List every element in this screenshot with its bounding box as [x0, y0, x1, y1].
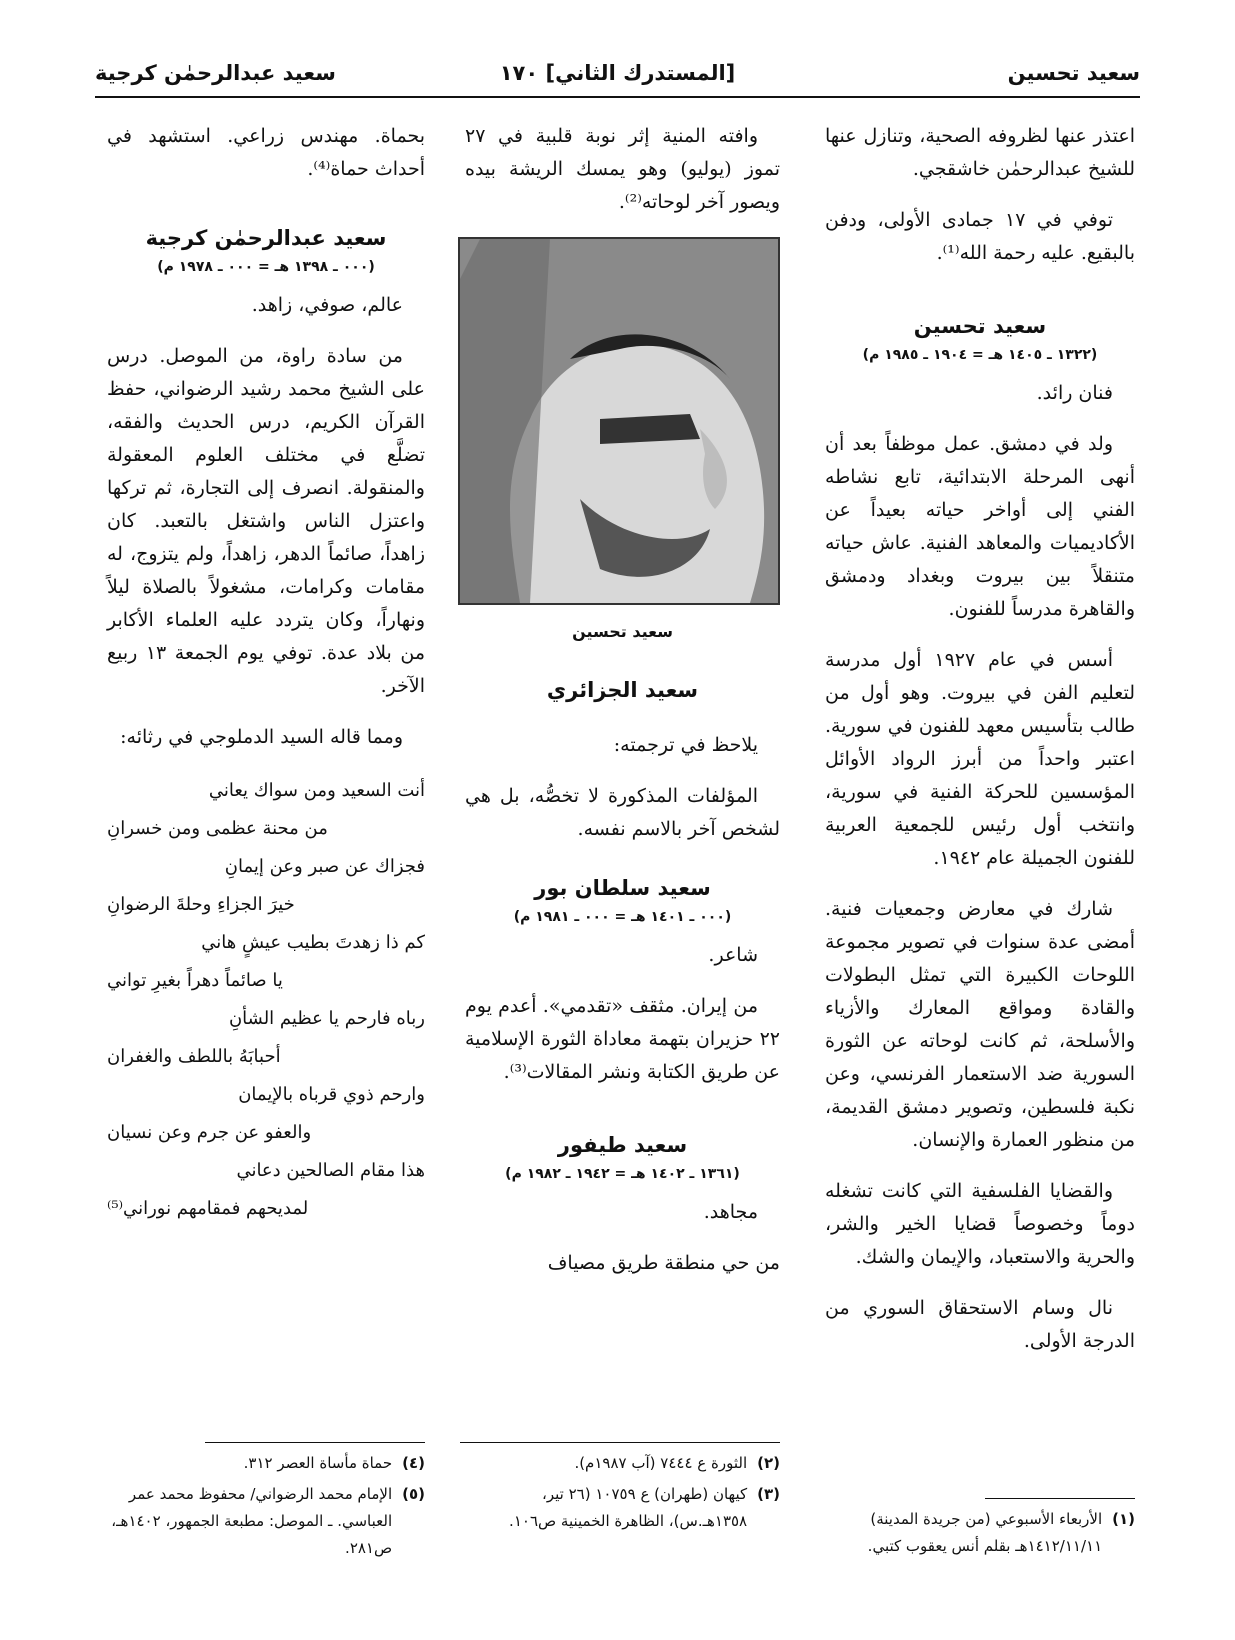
footnotes-middle: [462, 1450, 780, 1539]
paragraph: من حي منطقة طريق مصياف: [547, 1252, 780, 1274]
entry-title: سعيد عبدالرحمٰن كرجية: [145, 226, 387, 250]
paragraph: وافته المنية إثر نوبة قلبية في ٢٧ تموز (يوليو) وهو يمسك الريشة بيده ويصور آخر لوحاته⁽²⁾.: [465, 125, 780, 213]
header-left-title: سعيد عبدالرحمٰن كرجية: [95, 61, 336, 85]
footnote-number: (٣): [757, 1485, 780, 1503]
footnote-rule: [985, 1498, 1135, 1499]
poem-line: رباه فارحم يا عظيم الشأنِ: [228, 1008, 425, 1029]
footnote-rule: [205, 1442, 425, 1443]
poem-line: كم ذا زهدتَ بطيب عيشٍ هاني: [201, 932, 425, 953]
paragraph: يلاحظ في ترجمته:: [613, 734, 758, 756]
photo-caption: سعيد تحسين: [572, 622, 673, 641]
poem-line: لمديحهم فمقامهم نوراني⁽⁵⁾: [107, 1198, 309, 1219]
footnotes-right: [825, 1506, 1135, 1564]
paragraph: نال وسام الاستحقاق السوري من الدرجة الأولى.: [825, 1297, 1135, 1352]
paragraph: من إيران. مثقف «تقدمي». أعدم يوم ٢٢ حزيران بتهمة معاداة الثورة الإسلامية عن طريق الكتابة ونشر المقالات⁽³⁾.: [465, 995, 780, 1083]
entry-title: سعيد الجزائري: [546, 678, 699, 702]
footnote-text: الإمام محمد الرضواني/ محفوظ محمد عمر العباسي. ـ الموصل: مطبعة الجمهور، ١٤٠٢هـ، ص٢٨١.: [111, 1485, 393, 1557]
footnote-text: الأربعاء الأسبوعي (من جريدة المدينة) ١٤١٢/١١/١١هـ بقلم أنس يعقوب كتبي.: [867, 1510, 1103, 1555]
footnote-text: كيهان (طهران) ع ١٠٧٥٩ (٢٦ تير، ١٣٥٨هـ.س)، الظاهرة الخمينية ص١٠٦.: [509, 1485, 748, 1530]
poem-line: أحبابَهُ باللطف والغفران: [107, 1046, 281, 1067]
footnote: [462, 1481, 780, 1535]
page-header: [95, 55, 1140, 95]
entry-dates: (٠٠٠ ـ ١٣٩٨ هـ = ٠٠٠ ـ ١٩٧٨ م): [157, 259, 375, 275]
footnote: [107, 1450, 425, 1477]
footnote-number: (٥): [402, 1485, 425, 1503]
poem-line: وارحم ذوي قرباه بالإيمان: [238, 1084, 425, 1105]
paragraph: أسس في عام ١٩٢٧ أول مدرسة لتعليم الفن في بيروت. وهو أول من طالب بتأسيس معهد للفنون في سورية. اعتبر واحداً من أبرز الرواد الأوائل المؤسسين للحركة الفنية في سورية، وانتخب أول رئيس للجمعية العربية للفنون الجميلة عام ١٩٤٢.: [825, 649, 1135, 869]
entry-tagline: شاعر.: [708, 944, 758, 966]
column-left: [107, 120, 425, 1228]
paragraph: بحماة. مهندس زراعي. استشهد في أحداث حماة⁽⁴⁾.: [107, 125, 425, 180]
paragraph: توفي في ١٧ جمادى الأولى، ودفن بالبقيع. عليه رحمة الله⁽¹⁾.: [825, 209, 1135, 264]
footnote-text: الثورة ع ٧٤٤٤ (آب ١٩٨٧م).: [574, 1454, 748, 1472]
poem-line: فجزاك عن صبر وعن إيمانِ: [224, 856, 425, 877]
paragraph: ومما قاله السيد الدملوجي في رثائه:: [120, 726, 403, 748]
poem-line: والعفو عن جرم وعن نسيان: [107, 1122, 312, 1143]
poem: [107, 772, 425, 1228]
entry-dates: (١٣٦١ ـ ١٤٠٢ هـ = ١٩٤٢ ـ ١٩٨٢ م): [505, 1166, 740, 1182]
paragraph: المؤلفات المذكورة لا تخصُّه، بل هي لشخص آخر بالاسم نفسه.: [465, 785, 780, 840]
footnote: [462, 1450, 780, 1477]
entry-tagline: مجاهد.: [703, 1201, 758, 1223]
footnote: [107, 1481, 425, 1562]
paragraph: من سادة راوة، من الموصل. درس على الشيخ محمد رشيد الرضواني، حفظ القرآن الكريم، درس الحديث والفقه، تضلَّع في مختلف العلوم المعقولة والمنقولة. انصرف إلى التجارة، ثم تركها واعتزل الناس واشتغل بالتعبد. كان زاهداً، صائماً الدهر، زاهداً، ولم يتزوج، له مقامات وكرامات، مشغولاً بالصلاة ليلاً ونهاراً، وكان يتردد عليه العلماء الأكابر من بلاد عدة. توفي يوم الجمعة ١٣ ربيع الآخر.: [107, 345, 425, 697]
footnote-number: (١): [1112, 1510, 1135, 1528]
entry-dates: (١٣٢٢ ـ ١٤٠٥ هـ = ١٩٠٤ ـ ١٩٨٥ م): [862, 347, 1098, 363]
poem-line: يا صائماً دهراً بغيرِ تواني: [107, 970, 283, 991]
entry-title: سعيد سلطان بور: [534, 876, 711, 900]
column-middle: [465, 120, 780, 1298]
entry-dates: (٠٠٠ ـ ١٤٠١ هـ = ٠٠٠ ـ ١٩٨١ م): [513, 909, 732, 925]
footnote-text: حماة مأساة العصر ٣١٢.: [243, 1454, 393, 1472]
footnote: [825, 1506, 1135, 1560]
entry-tagline: فنان رائد.: [1036, 382, 1113, 404]
poem-line: هذا مقام الصالحين دعاني: [236, 1160, 425, 1181]
entry-tagline: عالم، صوفي، زاهد.: [251, 294, 403, 316]
poem-line: أنت السعيد ومن سواك يعاني: [208, 780, 425, 801]
entry-title: سعيد طيفور: [557, 1133, 688, 1157]
poem-line: خيرَ الجزاءِ وحلةَ الرضوانِ: [107, 894, 295, 915]
footnote-rule: [460, 1442, 780, 1443]
header-rule: [95, 96, 1140, 98]
header-page-number: [المستدرك الثاني] ١٧٠: [499, 61, 736, 85]
poem-line: من محنة عظمى ومن خسرانِ: [107, 818, 328, 839]
footnote-number: (٤): [402, 1454, 425, 1472]
footnote-number: (٢): [757, 1454, 780, 1472]
paragraph: شارك في معارض وجمعيات فنية. أمضى عدة سنوات في تصوير مجموعة اللوحات الكبيرة التي تمثل البطولات والقادة ومواقع المعارك والأزياء والأسلحة، ثم كانت لوحاته عن الثورة السورية ضد الاستعمار الفرنسي، وعن نكبة فلسطين، وتصوير دمشق القديمة، من منظور العمارة والإنسان.: [825, 898, 1135, 1151]
paragraph: ولد في دمشق. عمل موظفاً بعد أن أنهى المرحلة الابتدائية، تابع نشاطه الفني إلى أواخر حياته بعيداً عن الأكاديميات والمعاهد الفنية. عاش حياته متنقلاً بين بيروت وبغداد ودمشق والقاهرة مدرساً للفنون.: [825, 433, 1135, 620]
footnotes-left: [107, 1450, 425, 1566]
entry-title: سعيد تحسين: [913, 314, 1047, 338]
paragraph: والقضايا الفلسفية التي كانت تشغله دوماً وخصوصاً قضايا الخير والشر، والحرية والاستعباد، والإيمان والشك.: [825, 1180, 1135, 1268]
column-right: [825, 120, 1135, 1376]
portrait-photo: [458, 237, 780, 605]
paragraph: اعتذر عنها لظروفه الصحية، وتنازل عنها للشيخ عبدالرحمٰن خاشقجي.: [825, 125, 1135, 180]
header-right-title: سعيد تحسين: [1007, 61, 1140, 85]
portrait-image: [460, 239, 778, 603]
